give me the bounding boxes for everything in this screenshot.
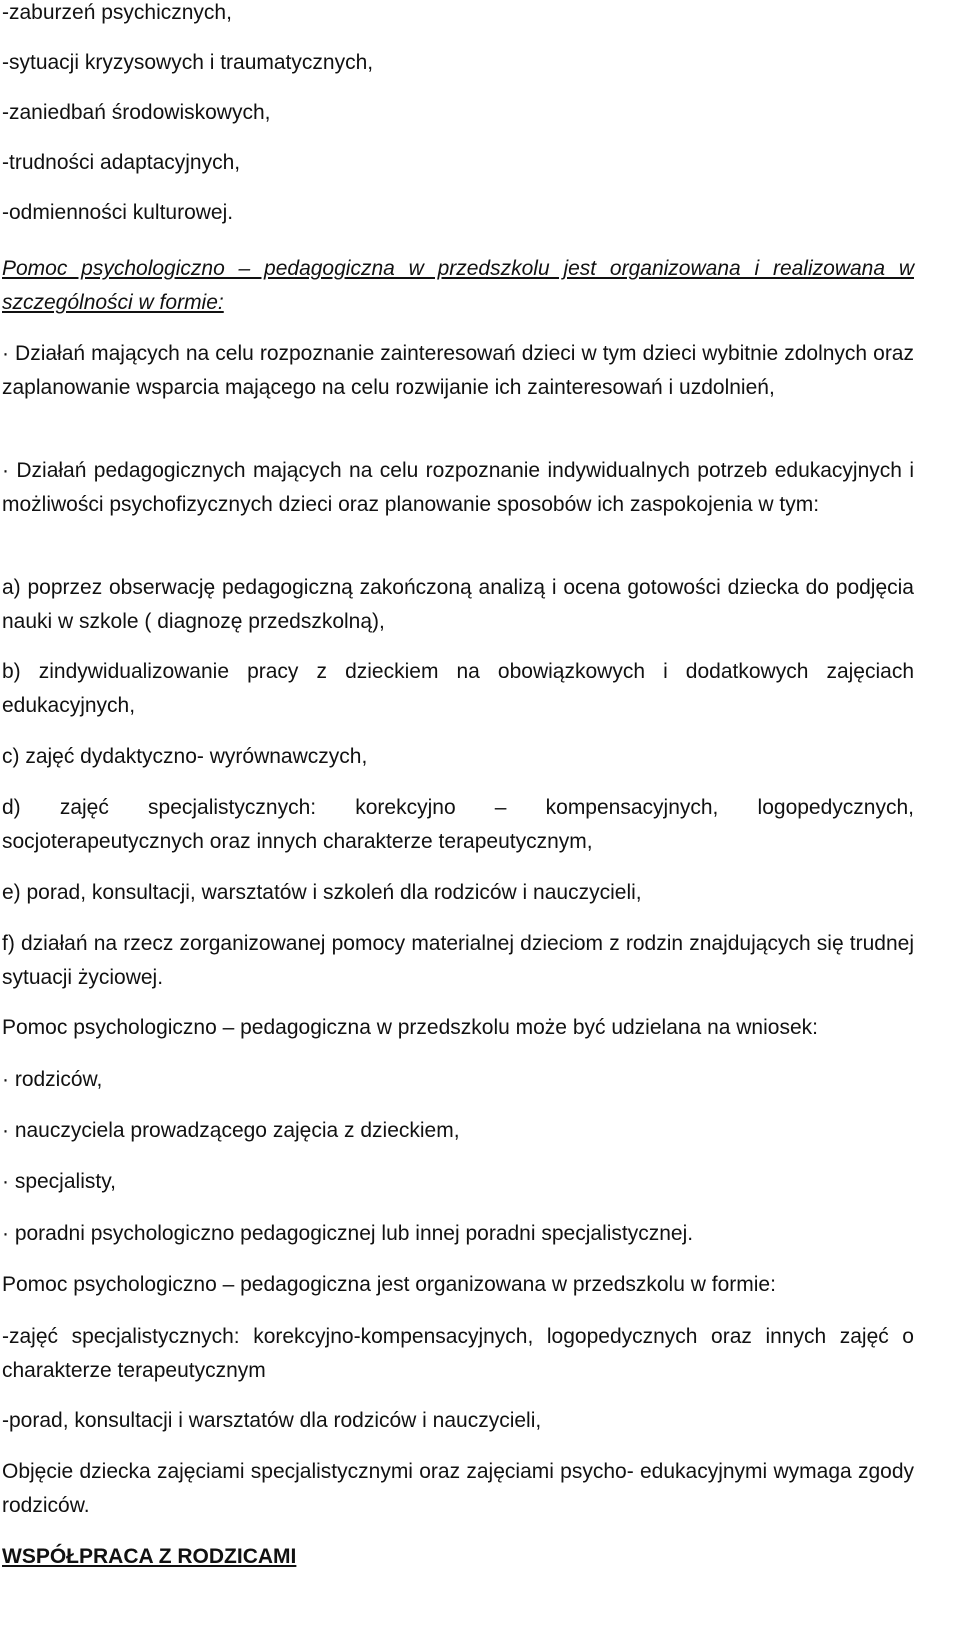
list-item: -trudności adaptacyjnych,	[2, 151, 241, 174]
letter-item: e) porad, konsultacji, warsztatów i szkoleń dla rodziców i nauczycieli,	[2, 881, 642, 904]
list-item: · nauczyciela prowadzącego zajęcia z dzieckiem,	[2, 1119, 460, 1142]
letter-item: c) zajęć dydaktyczno- wyrównawczych,	[2, 745, 368, 768]
list-item: · poradni psychologiczno pedagogicznej lub innej poradni specjalistycznej.	[2, 1222, 694, 1245]
letter-item: a) poprzez obserwację pedagogiczną zakończoną analizą i ocena gotowości dziecka do podjęcia nauki w szkole ( diagnozę przedszkolną),	[2, 576, 914, 633]
bullet-paragraph: · Działań pedagogicznych mających na celu rozpoznanie indywidualnych potrzeb edukacyjnych i możliwości psychofizycznych dzieci oraz planowanie sposobów ich zaspokojenia w tym:	[2, 459, 914, 516]
list-item: -zajęć specjalistycznych: korekcyjno-kompensacyjnych, logopedycznych oraz innych zajęć o charakterze terapeutycznym	[2, 1325, 914, 1382]
list-item: · specjalisty,	[2, 1170, 116, 1193]
letter-item: f) działań na rzecz zorganizowanej pomocy materialnej dzieciom z rodzin znajdujących się trudnej sytuacji życiowej.	[2, 932, 914, 989]
list-item: -sytuacji kryzysowych i traumatycznych,	[2, 51, 374, 74]
list-item: -odmienności kulturowej.	[2, 201, 234, 224]
list-item: -zaniedbań środowiskowych,	[2, 101, 271, 124]
letter-item: b) zindywidualizowanie pracy z dzieckiem na obowiązkowych i dodatkowych zajęciach edukacyjnych,	[2, 660, 914, 717]
list-item: -porad, konsultacji i warsztatów dla rodziców i nauczycieli,	[2, 1409, 542, 1432]
intro-paragraph: Pomoc psychologiczno – pedagogiczna w przedszkolu jest organizowana i realizowana w szczególności w formie:	[2, 257, 914, 314]
consent-paragraph: Objęcie dziecka zajęciami specjalistycznymi oraz zajęciami psycho- edukacyjnymi wymaga zgody rodziców.	[2, 1460, 914, 1517]
letter-item: d) zajęć specjalistycznych: korekcyjno – kompensacyjnych, logopedycznych, socjoterapeutycznych oraz innych charakterze terapeutycznym,	[2, 796, 914, 853]
section-heading: WSPÓŁPRACA Z RODZICAMI	[2, 1545, 297, 1568]
list-item: · rodziców,	[2, 1068, 103, 1091]
wniosek-intro: Pomoc psychologiczno – pedagogiczna w przedszkolu może być udzielana na wniosek:	[2, 1016, 818, 1039]
list-item: -zaburzeń psychicznych,	[2, 1, 232, 24]
bullet-paragraph: · Działań mających na celu rozpoznanie zainteresowań dzieci w tym dzieci wybitnie zdolnych oraz zaplanowanie wsparcia mającego na celu rozwijanie ich zainteresowań i uzdolnień,	[2, 342, 914, 399]
forma-intro: Pomoc psychologiczno – pedagogiczna jest organizowana w przedszkolu w formie:	[2, 1273, 776, 1296]
